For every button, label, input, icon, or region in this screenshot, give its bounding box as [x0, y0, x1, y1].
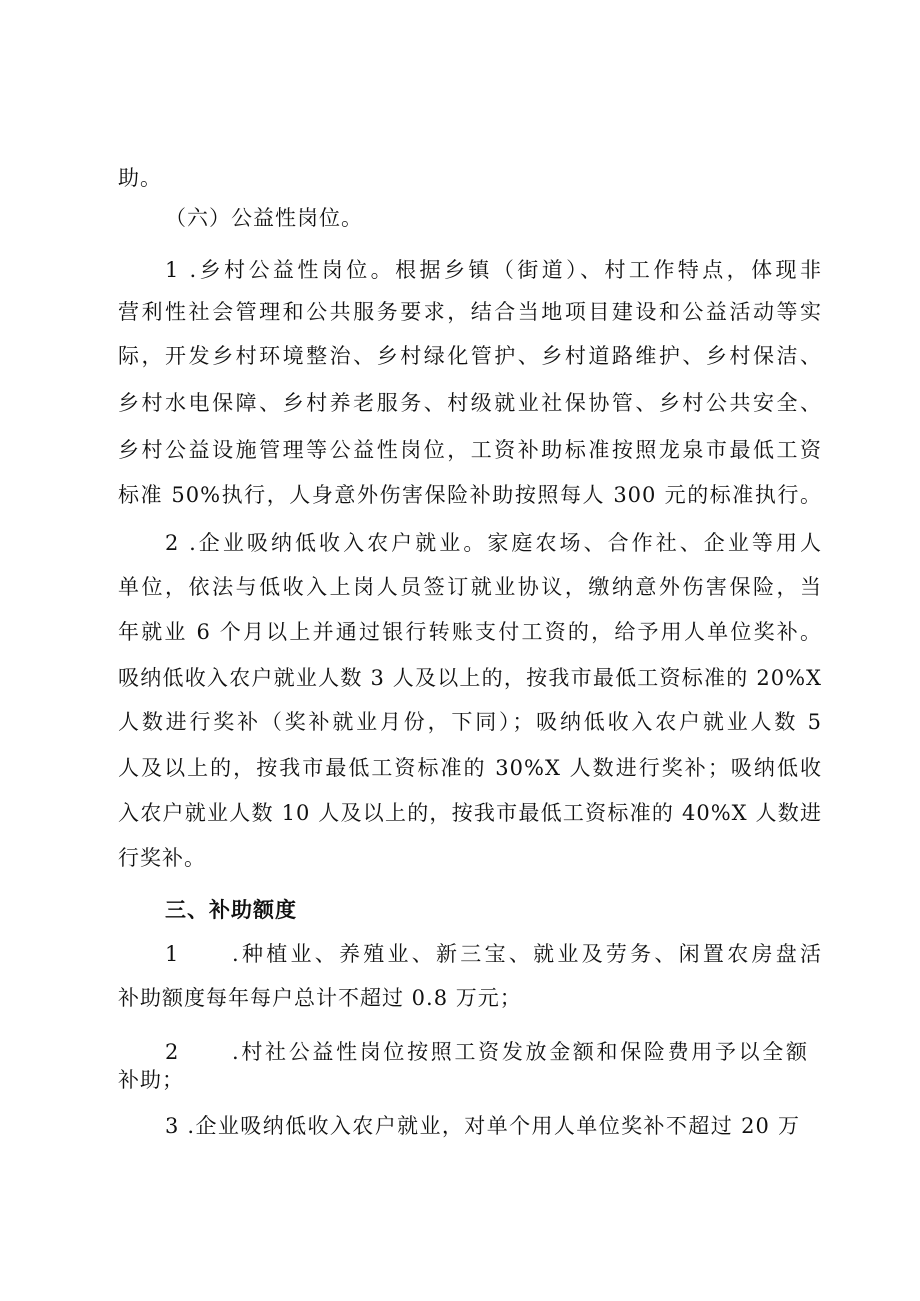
item2-line-1: 2 .企业吸纳低收入农户就业。家庭农场、合作社、企业等用人 — [165, 531, 822, 555]
item1-line-4: 乡村水电保障、乡村养老服务、村级就业社保协管、乡村公共安全、 — [118, 391, 822, 415]
amount2-number: 2 — [165, 1040, 180, 1064]
item1-line-3: 际，开发乡村环境整治、乡村绿化管护、乡村道路维护、乡村保洁、 — [118, 344, 822, 368]
amount2-text: .村社公益性岗位按照工资发放金额和保险费用予以全额 — [232, 1040, 808, 1064]
item1-line-2: 营利性社会管理和公共服务要求，结合当地项目建设和公益活动等实 — [118, 300, 822, 324]
item1-line-5: 乡村公益设施管理等公益性岗位，工资补助标准按照龙泉市最低工资 — [118, 438, 822, 462]
item2-line-7: 入农户就业人数 10 人及以上的，按我市最低工资标准的 40%X 人数进 — [118, 801, 822, 825]
amount1-number: 1 — [165, 942, 180, 966]
amount1-continuation: 补助额度每年每户总计不超过 0.8 万元； — [118, 986, 522, 1010]
item2-line-8: 行奖补。 — [118, 846, 206, 870]
item2-line-3: 年就业 6 个月以上并通过银行转账支付工资的，给予用人单位奖补。 — [118, 620, 822, 644]
section-6-title: （六）公益性岗位。 — [165, 206, 363, 230]
item1-line-1: 1 .乡村公益性岗位。根据乡镇（街道）、村工作特点，体现非 — [165, 258, 822, 282]
continuation-text: 助。 — [118, 166, 162, 190]
amount1-text: .种植业、养殖业、新三宝、就业及劳务、闲置农房盘活 — [232, 942, 822, 966]
amount3-text: 3 .企业吸纳低收入农户就业，对单个用人单位奖补不超过 20 万 — [165, 1114, 800, 1138]
item2-line-2: 单位，依法与低收入上岗人员签订就业协议，缴纳意外伤害保险，当 — [118, 575, 822, 599]
item2-line-4: 吸纳低收入农户就业人数 3 人及以上的，按我市最低工资标准的 20%X — [118, 666, 822, 690]
item2-line-6: 人及以上的，按我市最低工资标准的 30%X 人数进行奖补；吸纳低收 — [118, 756, 822, 780]
section-3-title: 三、补助额度 — [165, 898, 297, 922]
item2-line-5: 人数进行奖补（奖补就业月份，下同）；吸纳低收入农户就业人数 5 — [118, 710, 822, 734]
amount2-continuation: 补助； — [118, 1068, 184, 1092]
item1-line-6: 标准 50%执行，人身意外伤害保险补助按照每人 300 元的标准执行。 — [118, 483, 822, 507]
